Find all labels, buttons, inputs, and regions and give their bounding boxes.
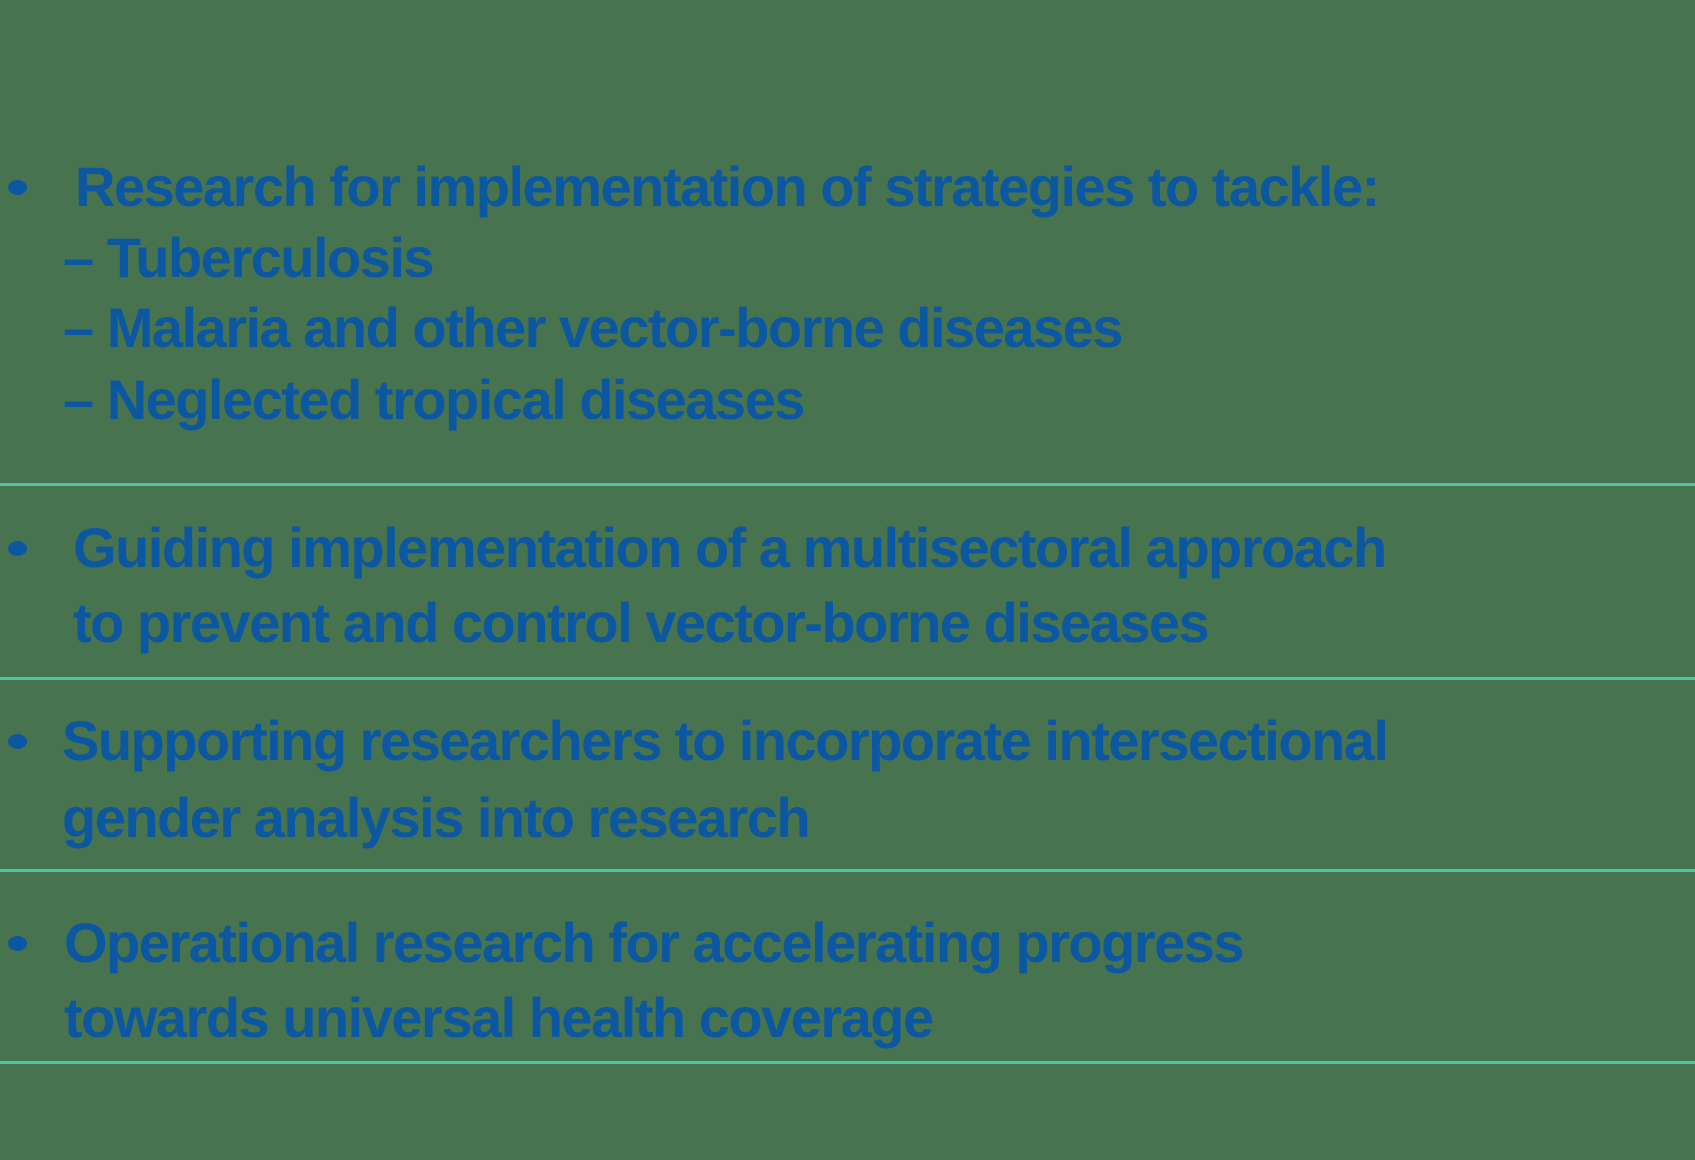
bullet-line: Supporting researchers to incorporate intersectional — [62, 709, 1388, 772]
divider-line — [0, 869, 1695, 872]
divider-line — [0, 677, 1695, 680]
bullet-line-continuation: gender analysis into research — [62, 786, 810, 849]
bullet-icon — [8, 541, 27, 556]
bullet-icon — [8, 936, 27, 951]
sub-item-line: – Malaria and other vector-borne diseases — [63, 296, 1122, 359]
divider-line — [0, 483, 1695, 486]
bullet-line: Operational research for accelerating progress — [64, 911, 1244, 974]
bullet-line: Guiding implementation of a multisectoral approach — [73, 516, 1386, 579]
bullet-line-continuation: to prevent and control vector-borne diseases — [73, 591, 1209, 654]
bullet-line-continuation: towards universal health coverage — [64, 986, 933, 1049]
sub-item-line: – Tuberculosis — [63, 226, 434, 289]
bullet-icon — [8, 734, 27, 749]
divider-line — [0, 1061, 1695, 1064]
sub-item-line: – Neglected tropical diseases — [63, 368, 804, 431]
bullet-icon — [8, 180, 27, 195]
bullet-line: Research for implementation of strategies to tackle: — [75, 155, 1379, 218]
